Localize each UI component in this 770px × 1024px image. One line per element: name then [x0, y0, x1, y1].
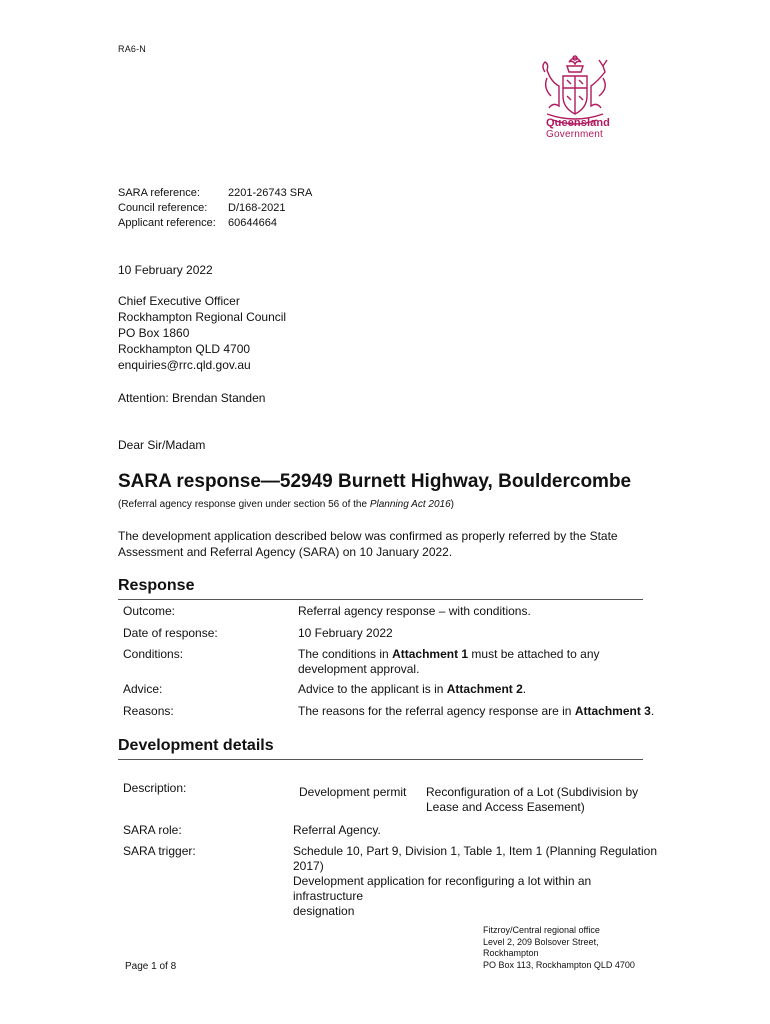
intro-line: Assessment and Referral Agency (SARA) on 10 January 2022.	[118, 545, 453, 559]
reference-label: SARA reference:	[118, 187, 200, 199]
value-text: Lease and Access Easement)	[426, 800, 585, 814]
reference-value: 60644664	[228, 217, 277, 229]
row-label: Date of response:	[123, 626, 218, 640]
reference-row	[118, 217, 277, 229]
subtitle-act: Planning Act 2016	[369, 499, 451, 510]
development-heading: Development details	[118, 737, 274, 754]
address-line: Rockhampton QLD 4700	[118, 342, 251, 356]
value-text: .	[522, 682, 527, 696]
row-value: Referral Agency.	[293, 823, 381, 837]
value-text: Development application for reconfiguring a lot within an infrastructure	[293, 874, 592, 903]
row-label: Description:	[123, 781, 187, 795]
page-number: Page 1 of 8	[125, 961, 177, 972]
office-address	[483, 925, 683, 971]
footer-line: PO Box 113, Rockhampton QLD 4700	[483, 959, 635, 970]
row-value	[298, 704, 658, 719]
section-divider	[118, 599, 643, 600]
logo-wordmark-line2: Government	[546, 129, 604, 140]
value-text: Advice to the applicant is in	[298, 682, 447, 696]
row-label: SARA role:	[123, 823, 182, 837]
recipient-address	[118, 293, 286, 373]
intro-line: The development application described below was confirmed as properly referred by the State	[118, 529, 618, 543]
footer-line: Fitzroy/Central regional office	[483, 925, 600, 935]
attachment-ref: Attachment 3	[574, 704, 651, 718]
response-heading: Response	[118, 577, 195, 594]
row-label: Advice:	[123, 682, 163, 696]
permit-description	[426, 785, 656, 815]
row-value: Referral agency response – with conditions.	[298, 604, 531, 618]
reference-label: Council reference:	[118, 202, 208, 214]
value-text: Reconfiguration of a Lot (Subdivision by	[426, 785, 639, 799]
address-line: Chief Executive Officer	[118, 294, 240, 308]
row-label: Reasons:	[123, 704, 174, 718]
value-text: designation	[293, 904, 355, 918]
row-label: SARA trigger:	[123, 844, 196, 858]
row-value: 10 February 2022	[298, 626, 393, 640]
footer-line: Level 2, 209 Bolsover Street,	[483, 936, 599, 947]
reference-value: 2201-26743 SRA	[228, 187, 313, 199]
document-title: SARA response—52949 Burnett Highway, Bouldercombe	[118, 471, 632, 492]
email-link[interactable]: enquiries@rrc.qld.gov.au	[118, 358, 251, 372]
reference-value: D/168-2021	[228, 202, 286, 214]
value-text: development approval.	[298, 662, 420, 676]
reference-row	[118, 187, 312, 199]
value-text: must be attached to any	[468, 647, 600, 661]
reference-label: Applicant reference:	[118, 217, 216, 229]
footer-line: Rockhampton	[483, 948, 539, 958]
attachment-ref: Attachment 2	[446, 682, 523, 696]
reference-row	[118, 202, 286, 214]
value-text: The reasons for the referral agency response are in	[298, 704, 575, 718]
address-line: Rockhampton Regional Council	[118, 310, 287, 324]
row-value	[298, 647, 658, 677]
permit-type: Development permit	[299, 785, 407, 799]
document-subtitle	[118, 499, 454, 510]
salutation: Dear Sir/Madam	[118, 438, 206, 452]
value-text: 2017)	[293, 859, 324, 873]
value-text: .	[650, 704, 655, 718]
row-label: Conditions:	[123, 647, 184, 661]
address-line: PO Box 1860	[118, 326, 190, 340]
value-text: Schedule 10, Part 9, Division 1, Table 1, Item 1 (Planning Regulation	[293, 844, 657, 858]
letter-date: 10 February 2022	[118, 263, 213, 277]
row-value	[293, 844, 663, 919]
attention-line: Attention: Brendan Standen	[118, 391, 266, 405]
intro-paragraph	[118, 528, 658, 560]
value-text: The conditions in	[298, 647, 393, 661]
row-label: Outcome:	[123, 604, 176, 618]
attachment-ref: Attachment 1	[392, 647, 469, 661]
logo-wordmark-line1: Queensland	[546, 117, 610, 129]
section-divider	[118, 759, 643, 760]
subtitle-suffix: )	[450, 499, 454, 510]
subtitle-prefix: (Referral agency response given under section 56 of the	[118, 499, 370, 510]
row-value	[298, 682, 658, 697]
document-code: RA6-N	[118, 44, 147, 54]
